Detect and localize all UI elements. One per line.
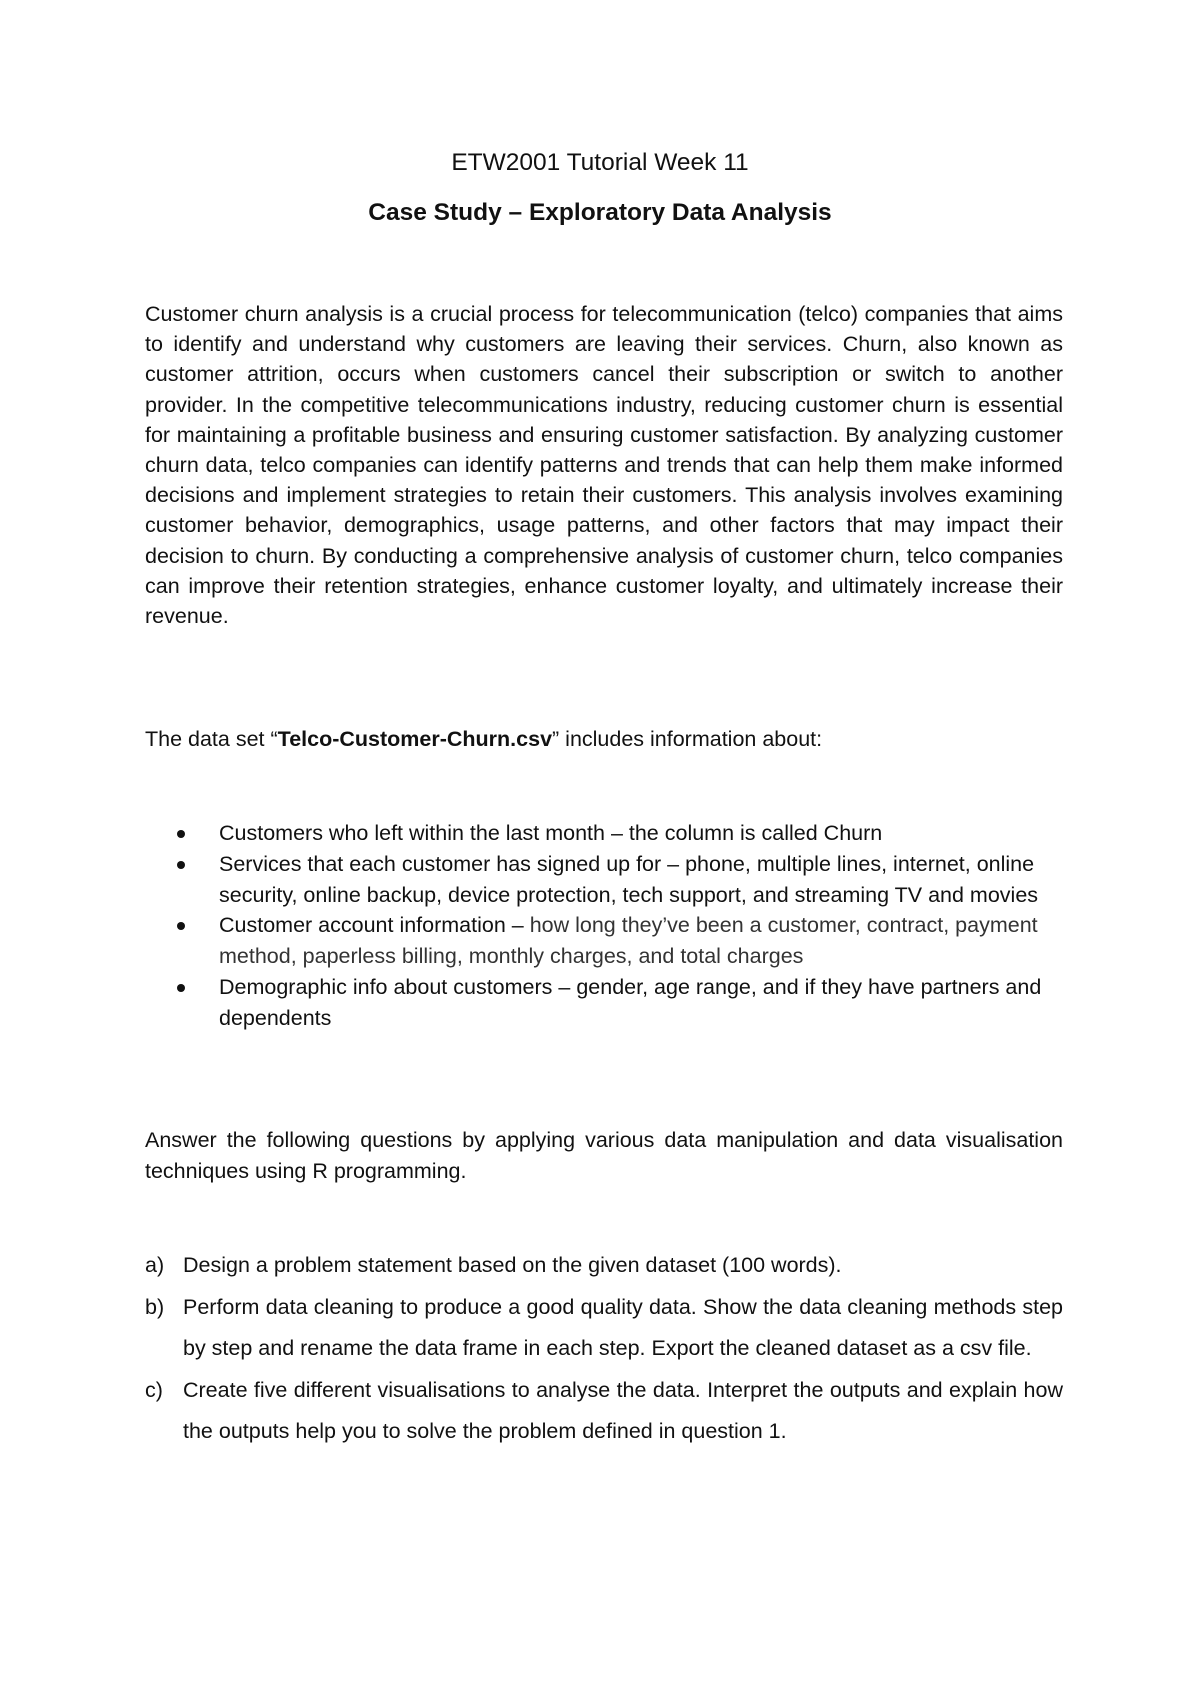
question-text: Create five different visualisations to analyse the data. Interpret the outputs and explain how the outputs help you to solve the problem defined in question 1. <box>183 1377 1063 1443</box>
bullet-text-detail: how long they’ve been a customer, contract, payment method, paperless billing, monthly charges, and total charges <box>219 913 1038 969</box>
instructions-paragraph: Answer the following questions by applying various data manipulation and data visualisation techniques using R programming. <box>145 1128 1063 1183</box>
question-text: Design a problem statement based on the given dataset (100 words). <box>183 1253 842 1277</box>
bullet-text: Demographic info about customers – gender, age range, and if they have partners and dependents <box>219 974 1042 1030</box>
bullet-item <box>177 849 1057 911</box>
bullet-text: Customer account information – <box>219 913 530 938</box>
dataset-bullet-list <box>177 818 1057 1034</box>
intro-paragraph: Customer churn analysis is a crucial process for telecommunication (telco) companies that aims to identify and understand why customers are leaving their services. Churn, also known as customer attrition, occurs when customers cancel their subscription or switch to another provider. In the competitive telecommunications industry, reducing customer churn is essential for maintaining a profitable business and ensuring customer satisfaction. By analyzing customer churn data, telco companies can identify patterns and trends that can help them make informed decisions and implement strategies to retain their customers. This analysis involves examining customer behavior, demographics, usage patterns, and other factors that may impact their decision to churn. By conducting a comprehensive analysis of customer churn, telco companies can improve their retention strategies, enhance customer loyalty, and ultimately increase their revenue. <box>145 302 1063 629</box>
document-title: ETW2001 Tutorial Week 11 <box>451 149 749 176</box>
document-subtitle: Case Study – Exploratory Data Analysis <box>368 199 832 226</box>
question-marker: a) <box>145 1253 165 1277</box>
dataset-name: Telco-Customer-Churn.csv <box>277 727 553 751</box>
question-text: Perform data cleaning to produce a good quality data. Show the data cleaning methods step by step and rename the data frame in each step. Export the cleaned dataset as a csv file. <box>183 1294 1063 1360</box>
bullet-text: Customers who left within the last month – the column is called Churn <box>219 821 883 845</box>
question-list <box>145 1245 1063 1453</box>
question-item <box>145 1370 1063 1453</box>
dataset-prefix: The data set “ <box>145 727 278 751</box>
question-marker: b) <box>145 1294 165 1319</box>
bullet-dot-icon <box>177 984 185 992</box>
bullet-dot-icon <box>177 861 185 869</box>
dataset-suffix: ” includes information about: <box>552 727 823 751</box>
dataset-sentence <box>145 724 1063 754</box>
question-item <box>145 1245 1063 1287</box>
bullet-text: Services that each customer has signed up for – phone, multiple lines, internet, online security, online backup, device protection, tech support, and streaming TV and movies <box>219 851 1039 907</box>
question-marker: c) <box>145 1377 163 1402</box>
bullet-item <box>177 972 1057 1034</box>
bullet-dot-icon <box>177 922 185 930</box>
bullet-item <box>177 910 1057 972</box>
bullet-dot-icon <box>177 830 185 838</box>
bullet-item <box>177 818 1057 849</box>
question-item <box>145 1287 1063 1370</box>
